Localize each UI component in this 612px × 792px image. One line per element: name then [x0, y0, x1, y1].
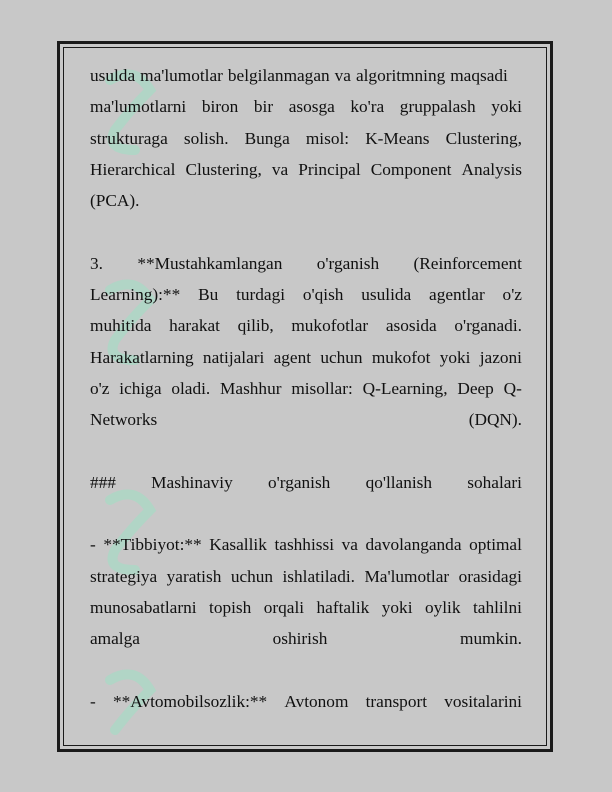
paragraph-spacer	[90, 498, 522, 529]
text-line: Harakatlarning natijalari agent uchun mukofot yoki jazoni	[90, 347, 522, 367]
text-line: muhitida harakat qilib, mukofotlar asosida o'rganadi.	[90, 316, 522, 336]
text-line: usulda ma'lumotlar belgilanmagan va algoritmning maqsadi	[90, 66, 508, 85]
text-line: Hierarchical Clustering, va Principal Component Analysis	[90, 159, 522, 179]
paragraph-spacer	[90, 216, 522, 247]
paragraph	[90, 60, 522, 216]
paragraph	[90, 686, 522, 717]
text-line: o'z ichiga oladi. Mashhur misollar: Q-Learning, Deep Q-	[90, 378, 522, 398]
text-line: Learning):** Bu turdagi o'qish usulida agentlar o'z	[90, 285, 522, 305]
text-line: strukturaga solish. Bunga misol: K-Means Clustering,	[90, 128, 522, 148]
text-line: ma'lumotlarni biron bir asosga ko'ra gruppalash yoki	[90, 97, 522, 117]
text-line: Networks (DQN).	[90, 410, 522, 430]
paragraph	[90, 467, 522, 498]
text-line: munosabatlarni topish orqali haftalik yoki oylik tahlilni	[90, 598, 522, 618]
text-line: - **Tibbiyot:** Kasallik tashhissi va davolanganda optimal	[90, 535, 522, 555]
paragraph-spacer	[90, 436, 522, 467]
text-line: ### Mashinaviy o'rganish qo'llanish sohalari	[90, 472, 522, 492]
text-line: 3. **Mustahkamlangan o'rganish (Reinforcement	[90, 253, 522, 273]
paragraph-spacer	[90, 655, 522, 686]
document-body	[90, 60, 522, 717]
text-line: amalga oshirish mumkin.	[90, 629, 522, 649]
text-line: - **Avtomobilsozlik:** Avtonom transport vositalarini	[90, 691, 522, 711]
text-line: (PCA).	[90, 191, 140, 211]
paragraph	[90, 529, 522, 654]
text-line: strategiya yaratish uchun ishlatiladi. Ma'lumotlar orasidagi	[90, 566, 522, 586]
paragraph	[90, 248, 522, 436]
